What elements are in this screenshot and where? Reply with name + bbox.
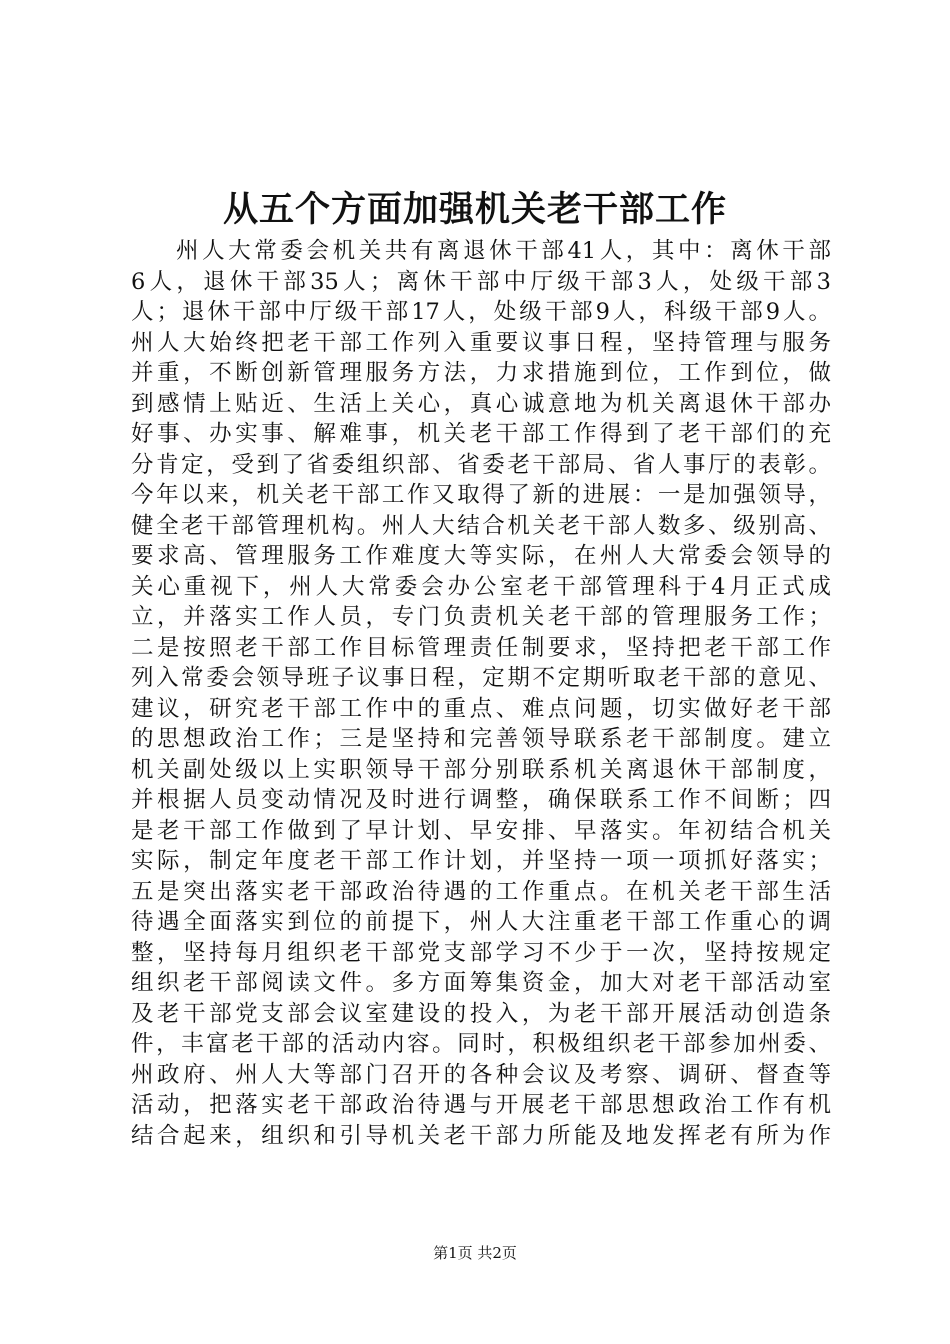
body-line: 及老干部党支部会议室建设的投入，为老干部开展活动创造条 xyxy=(131,1000,831,1027)
body-line: 结合起来，组织和引导机关老干部力所能及地发挥老有所为作 xyxy=(131,1122,831,1149)
body-line: 人；退休干部中厅级干部17人，处级干部9人，科级干部9人。 xyxy=(131,299,831,325)
body-line: 五是突出落实老干部政治待遇的工作重点。在机关老干部生活 xyxy=(131,878,831,905)
page-number-footer: 第1页 共2页 xyxy=(433,1244,517,1262)
body-line: 活动，把落实老干部政治待遇与开展老干部思想政治工作有机 xyxy=(131,1092,831,1118)
body-line: 州人大始终把老干部工作列入重要议事日程，坚持管理与服务 xyxy=(131,329,831,356)
body-line: 建议，研究老干部工作中的重点、难点问题，切实做好老干部 xyxy=(131,695,831,722)
body-line: 关心重视下，州人大常委会办公室老干部管理科于4月正式成 xyxy=(131,573,831,600)
body-line: 是老干部工作做到了早计划、早安排、早落实。年初结合机关 xyxy=(131,817,831,844)
document-title: 从五个方面加强机关老干部工作 xyxy=(222,189,727,230)
body-line: 并根据人员变动情况及时进行调整，确保联系工作不间断；四 xyxy=(131,787,831,813)
document-body xyxy=(131,236,831,1151)
body-line: 州政府、州人大等部门召开的各种会议及考察、调研、督查等 xyxy=(131,1061,831,1088)
body-line: 分肯定，受到了省委组织部、省委老干部局、省人事厅的表彰。 xyxy=(131,451,831,478)
body-line: 整，坚持每月组织老干部党支部学习不少于一次，坚持按规定 xyxy=(131,939,831,966)
body-line: 6人，退休干部35人；离休干部中厅级干部3人，处级干部3 xyxy=(131,268,831,295)
body-line: 健全老干部管理机构。州人大结合机关老干部人数多、级别高、 xyxy=(131,512,831,539)
body-line: 立，并落实工作人员，专门负责机关老干部的管理服务工作； xyxy=(131,604,831,630)
body-line: 好事、办实事、解难事，机关老干部工作得到了老干部们的充 xyxy=(131,421,831,447)
body-line: 的思想政治工作；三是坚持和完善领导联系老干部制度。建立 xyxy=(131,726,831,752)
body-line: 要求高、管理服务工作难度大等实际，在州人大常委会领导的 xyxy=(131,543,831,569)
body-line: 机关副处级以上实职领导干部分别联系机关离退休干部制度， xyxy=(131,756,831,783)
body-line: 二是按照老干部工作目标管理责任制要求，坚持把老干部工作 xyxy=(131,634,831,661)
body-line: 并重，不断创新管理服务方法，力求措施到位，工作到位，做 xyxy=(131,360,831,386)
body-line: 今年以来，机关老干部工作又取得了新的进展：一是加强领导， xyxy=(131,482,831,508)
body-line: 州人大常委会机关共有离退休干部41人，其中：离休干部 xyxy=(176,238,831,264)
body-line: 组织老干部阅读文件。多方面筹集资金，加大对老干部活动室 xyxy=(131,970,831,996)
body-line: 到感情上贴近、生活上关心，真心诚意地为机关离退休干部办 xyxy=(131,390,831,417)
body-line: 件，丰富老干部的活动内容。同时，积极组织老干部参加州委、 xyxy=(131,1031,831,1057)
body-line: 列入常委会领导班子议事日程，定期不定期听取老干部的意见、 xyxy=(131,665,831,691)
body-line: 待遇全面落实到位的前提下，州人大注重老干部工作重心的调 xyxy=(131,909,831,935)
body-line: 实际，制定年度老干部工作计划，并坚持一项一项抓好落实； xyxy=(131,848,831,874)
